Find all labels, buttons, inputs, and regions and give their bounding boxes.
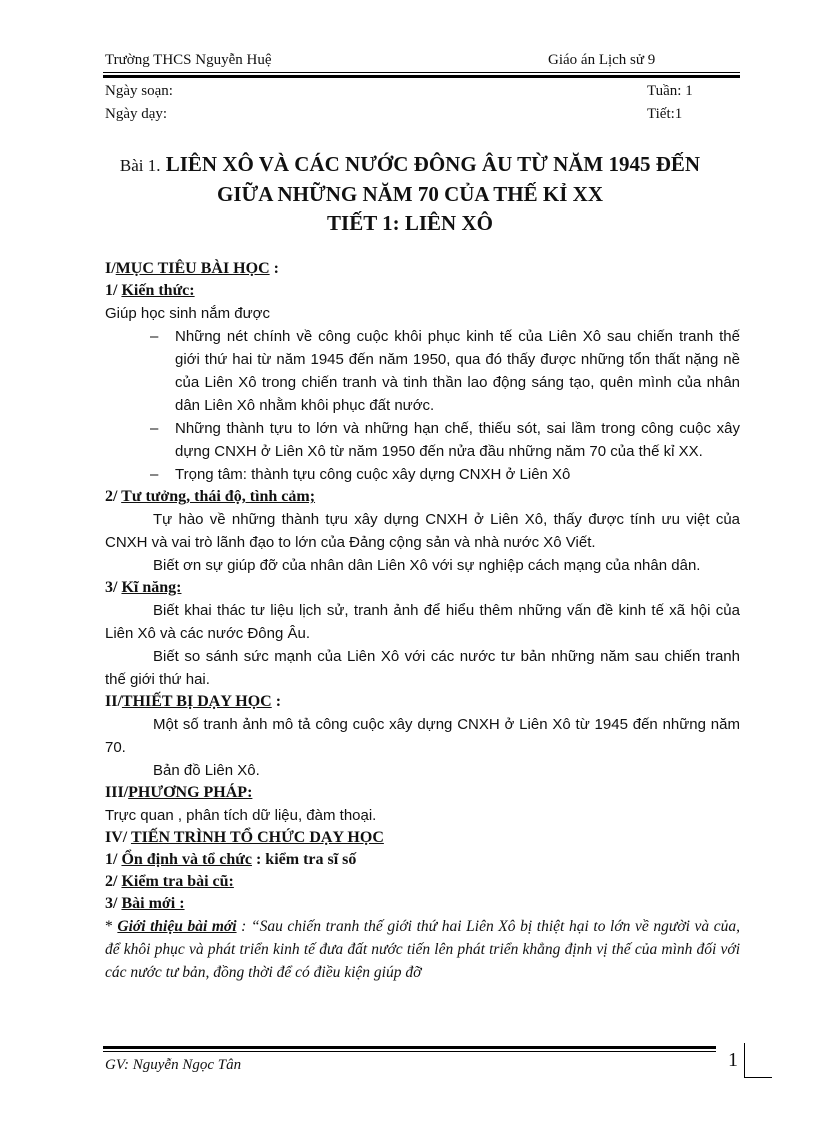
lesson-title-line1 [60, 149, 760, 181]
method-paragraph: Trực quan , phân tích dữ liệu, đàm thoại. [105, 807, 377, 824]
skills-paragraph-2: Biết so sánh sức mạnh của Liên Xô với các nước tư bản những năm sau chiến tranh thế giới thứ hai. [105, 648, 740, 688]
section-method-heading: III/PHƯƠNG PHÁP: [105, 784, 253, 801]
footer-rule-thin [103, 1051, 716, 1052]
process-step-3: 3/ Bài mới : [105, 895, 185, 912]
knowledge-bullet-3: – Trọng tâm: thành tựu công cuộc xây dựng CNXH ở Liên Xô [150, 466, 571, 483]
period-label: Tiết:1 [647, 106, 683, 122]
footer-rule-thick [103, 1046, 716, 1049]
subsection-knowledge-heading: 1/ Kiến thức: [105, 282, 195, 299]
lesson-title-text1: LIÊN XÔ VÀ CÁC NƯỚC ĐÔNG ÂU TỪ NĂM 1945 ĐẾN [165, 152, 701, 176]
section-equipment-heading: II/THIẾT BỊ DẠY HỌC : [105, 693, 282, 710]
document-body [105, 258, 740, 984]
equipment-paragraph-1: Một số tranh ảnh mô tả công cuộc xây dựng CNXH ở Liên Xô từ 1945 đến những năm 70. [105, 716, 740, 756]
header-rule-thick [103, 75, 740, 78]
subsection-attitude-heading: 2/ Tư tưởng, thái độ, tình cảm; [105, 488, 316, 505]
footer-corner-rule-vertical [744, 1043, 745, 1078]
prep-date-label: Ngày soạn: [105, 83, 173, 99]
knowledge-intro: Giúp học sinh nắm được [105, 305, 270, 322]
attitude-paragraph-1: Tự hào về những thành tựu xây dựng CNXH ở Liên Xô, thấy được tính ưu việt của CNXH và vai trò lãnh đạo to lớn của Đảng cộng sản và nhà nước Xô Viết. [105, 511, 740, 551]
footer-teacher: GV: Nguyễn Ngọc Tân [105, 1057, 242, 1073]
header-rule-thin [103, 72, 740, 73]
section-process-heading: IV/ TIẾN TRÌNH TỔ CHỨC DẠY HỌC [105, 829, 384, 846]
skills-paragraph-1: Biết khai thác tư liệu lịch sử, tranh ảnh để hiểu thêm những vấn đề kinh tế xã hội của Liên Xô và các nước Đông Âu. [105, 602, 740, 642]
week-label: Tuần: 1 [647, 83, 693, 99]
attitude-paragraph-2: Biết ơn sự giúp đỡ của nhân dân Liên Xô với sự nghiệp cách mạng của nhân dân. [153, 557, 701, 574]
section-objectives-heading: I/MỤC TIÊU BÀI HỌC : [105, 260, 279, 277]
header-subject: Giáo án Lịch sử 9 [548, 52, 656, 68]
lesson-title-line3: TIẾT 1: LIÊN XÔ [327, 211, 493, 235]
header-school: Trường THCS Nguyễn Huệ [105, 52, 272, 68]
knowledge-bullet-1: – Những nét chính về công cuộc khôi phục kinh tế của Liên Xô sau chiến tranh thế giới thứ hai từ năm 1945 đến năm 1950, qua đó thấy được những tổn thất nặng nề của Liên Xô trong chiến tranh và tinh thần lao động sáng tạo, quên mình của nhân dân Liên Xô nhằm khôi phục đất nước. [150, 328, 740, 414]
teach-date-label: Ngày dạy: [105, 106, 168, 122]
page-number: 1 [728, 1049, 738, 1071]
footer-corner-rule-horizontal [744, 1077, 772, 1078]
process-step-1: 1/ Ổn định và tổ chức : kiểm tra sĩ số [105, 851, 357, 868]
lesson-introduction: * Giới thiệu bài mới : “Sau chiến tranh thế giới thứ hai Liên Xô bị thiệt hại to lớn về người và của, để khôi phục và phát triển kinh tế đưa đất nước tiến lên phát triển khẳng định vị thế của mình đối với các nước tư bản, đồng thời để có điều kiện giúp đỡ [105, 918, 741, 981]
process-step-2: 2/ Kiểm tra bài cũ: [105, 873, 234, 890]
knowledge-bullet-2: – Những thành tựu to lớn và những hạn chế, thiếu sót, sai lầm trong công cuộc xây dựng CNXH ở Liên Xô từ năm 1950 đến nửa đầu những năm 70 của thế kỉ XX. [150, 420, 740, 460]
equipment-paragraph-2: Bản đồ Liên Xô. [153, 762, 260, 779]
lesson-title-line2: GIỮA NHỮNG NĂM 70 CỦA THẾ KỈ XX [217, 182, 603, 206]
subsection-skills-heading: 3/ Kĩ năng: [105, 579, 182, 596]
lesson-prefix: Bài 1. [119, 156, 161, 175]
